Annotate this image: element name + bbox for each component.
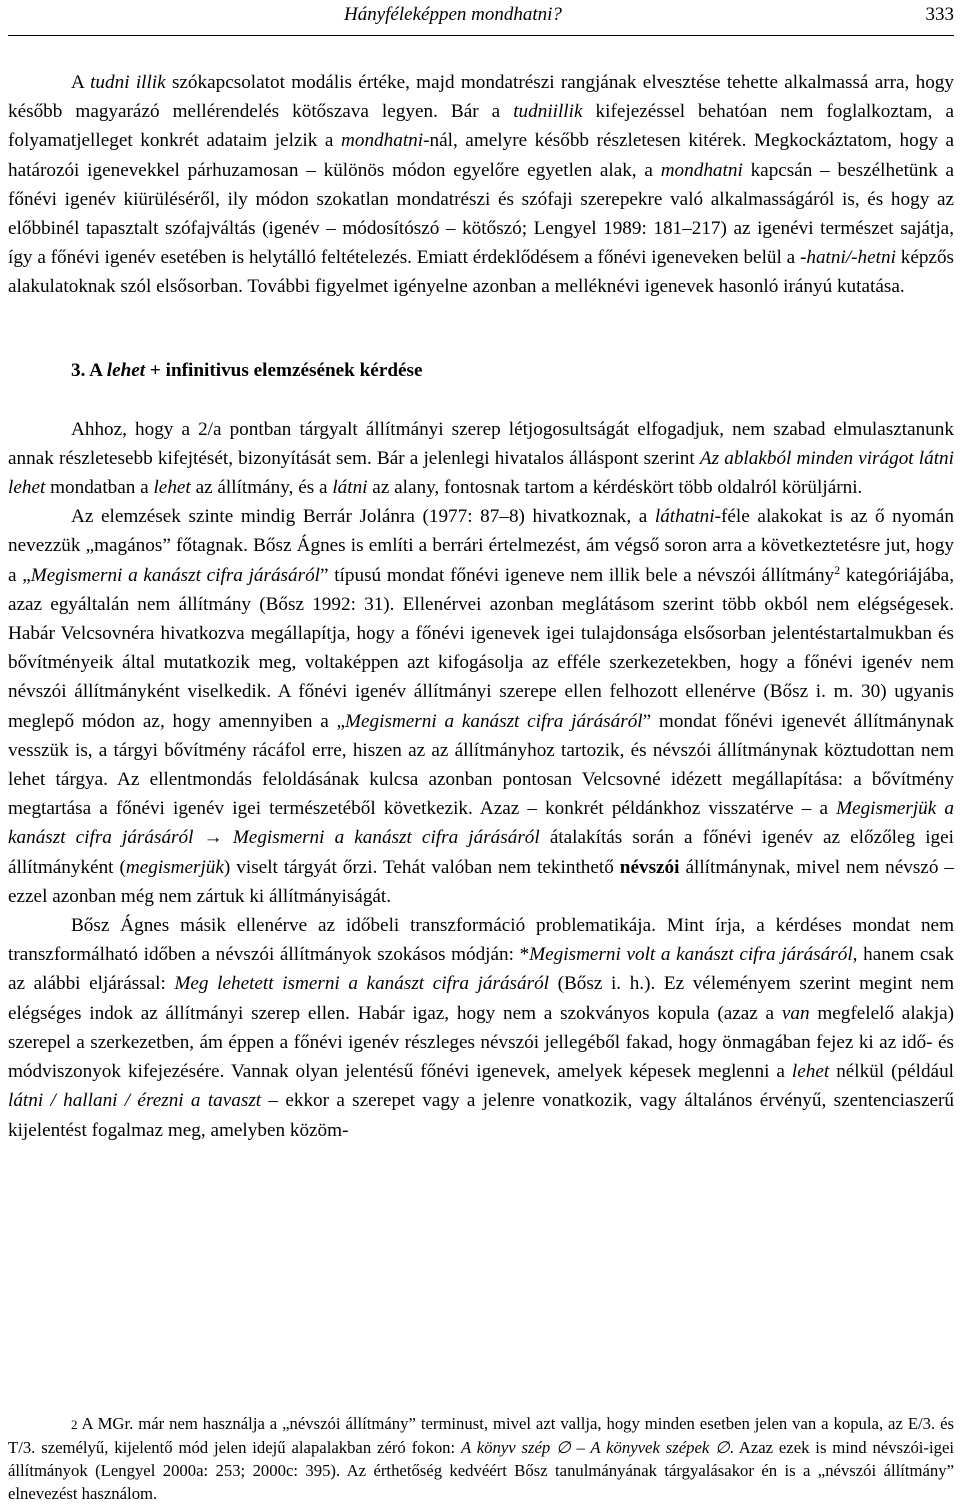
text-run: van <box>781 1002 810 1024</box>
text-run: – ekkor a szerepet vagy a jelenre vonatkozik, vagy általános érvényű, szentenciaszerű kijelentést fogalmaz meg, amelyben közöm- <box>8 1090 954 1141</box>
text-run: az állítmány, és a <box>190 477 333 499</box>
paragraph-2 <box>8 415 954 503</box>
header-rule <box>8 35 954 36</box>
footnote <box>8 1412 954 1505</box>
text-run: . Azaz ezek is mind névszói-igei állítmányok (Lengyel 2000a: 253; 2000c: 395). Az érthetőség kedvéért Bősz tanulmányának tárgyalásakor én is a „névszói állítmány” elnevezést használom. <box>8 1438 955 1503</box>
text-run: névszói <box>619 856 680 878</box>
text-run: -nál, amelyre később részletesen kitérek. Megkockáztatom, hogy a határozói igenevekkel párhuzamosan – különös módon egyelőre egyetlen alak, a <box>8 130 955 181</box>
text-run: ) viselt tárgyát őrzi. Tehát valóban nem tekinthető <box>223 856 620 878</box>
text-run: látni <box>332 477 368 499</box>
paragraph-4 <box>8 911 954 1145</box>
text-run: -féle alakokat is az ő nyomán nevezzük „magános” főtagnak. Bősz Ágnes is említi a berrári értelmezést, ám végső soron arra a következtetésre jut, hogy a „ <box>8 506 954 586</box>
text-run: képzős alakulatoknak szól elsősorban. További figyelmet igényelne azonban a melléknévi igenevek hasonló irányú kutatása. <box>8 247 955 298</box>
running-title: Hányféleképpen mondhatni? <box>344 4 562 25</box>
text-run: ” típusú mondat főnévi igeneve nem illik bele a névszói állítmány <box>320 564 835 586</box>
text-run: Megismerni volt a kanászt cifra járásáról <box>529 944 853 966</box>
text-run: A könyv szép ∅ – A könyvek szépek ∅ <box>461 1438 730 1457</box>
text-run: + infinitivus elemzésének kérdése <box>145 359 423 381</box>
text-run: Az elemzések szinte mindig Berrár Jolánra (1977: 87–8) hivatkoznak, a <box>71 506 655 528</box>
section-heading <box>71 357 954 385</box>
text-run: mondhatni <box>341 130 424 152</box>
running-header <box>8 0 954 38</box>
text-run: -hatni/-hetni <box>799 247 896 269</box>
text-run: (Bősz i. h.). Ez véleményem szerint megint nem elégséges indok az állítmányi szerep ellen. Habár igaz, hogy nem a szokványos kopula (azaz a <box>8 973 954 1024</box>
paragraph-3 <box>8 502 954 911</box>
text-run: mondatban a <box>45 477 154 499</box>
page-number: 333 <box>925 4 954 25</box>
page <box>8 0 955 1503</box>
text-run: kapcsán – beszélhetünk a főnévi igenév kiürüléséről, ily módon szokatlan mondatrészi és szófaji szerepekre való alkalmasságáról is, és hogy az előbbinél tapasztalt szófajváltás (igenév – módosítószó – kötőszó; Lengyel 1989: 181–217) az igenévi természet sajátja, így a főnévi igenév esetében is helytálló feltételezés. Emiatt érdeklődésem a főnévi igeneveken belül a <box>8 159 954 269</box>
text-run: tudniillik <box>513 101 583 123</box>
text-run: lehet <box>791 1061 830 1083</box>
text-run: Az ablakból minden virágot látni lehet <box>8 447 954 499</box>
text-run: láthatni <box>654 506 715 528</box>
text-run: A MGr. már nem használja a „névszói állítmány” terminust, mivel azt vallja, hogy minden esetben jelen van a kopula, az E/3. és T/3. személyű, kijelentő mód jelen idejű alapalakban zéró fokon: <box>8 1414 954 1457</box>
text-run: állítmánynak, mivel nem névszó – ezzel azonban még nem zártuk ki állítmányiságát. <box>8 856 954 907</box>
text-run: lehet <box>153 477 191 499</box>
text-run: Megismerjük a kanászt cifra járásáról → Megismerni a kanászt cifra járásáról <box>8 798 954 849</box>
footnote-reference: 2 <box>834 562 841 577</box>
paragraph-1 <box>8 68 954 302</box>
text-run: tudni illik <box>90 72 166 93</box>
text-run: Bősz Ágnes másik ellenérve az időbeli transzformáció problematikája. Mint írja, a kérdéses mondat nem transzformálható időben a névszói állítmányok szokásos módján: * <box>8 915 954 966</box>
text-run: megismerjük <box>125 856 224 878</box>
text-run: Megismerni a kanászt cifra járásáról <box>345 710 643 732</box>
text-run: az alany, fontosnak tartom a kérdéskört több oldalról körüljárni. <box>367 477 863 499</box>
text-run: mondhatni <box>660 159 743 181</box>
footnote-number: 2 <box>71 1417 78 1432</box>
text-run: , hanem csak az alábbi eljárással: <box>8 944 954 995</box>
text-run: megfelelő alakja) szerepel a szerkezetben, ám éppen a főnévi igenév részleges névszói jellegéből fakad, hogy önmagában fejez ki az idő- és módviszonyok kifejezésére. Vannak olyan jelentésű főnévi igenevek, amelyek képesek meglenni a <box>8 1002 954 1083</box>
text-run: szókapcsolatot modális értéke, majd mondatrészi rangjának elvesztése tehette alkalmassá arra, hogy később magyarázó mellérendelés kötőszava legyen. Bár a <box>8 72 954 123</box>
text-run: Ahhoz, hogy a 2/a pontban tárgyalt állítmányi szerep létjogosultságát elfogadjuk, nem szabad elmulasztanunk annak részletesebb kifejtését, bizonyítását sem. Bár a jelenlegi hivatalos álláspont szerint <box>8 418 954 469</box>
text-run: kategóriájába, azaz egyáltalán nem állítmány (Bősz 1992: 31). Ellenérvei azonban meglátásom szerint több okból nem elégségesek. Habár Velcsovnéra hivatkozva megállapítja, hogy a főnévi igenevek igei tulajdonsága elsősorban jelentéstartalmukban és bővítményeik által mutatkozik meg, voltaképpen azt kifogásolja az efféle szerkezetekben, hogy a főnévi igenév nem névszói állítmányként viselkedik. A főnévi igenév állítmányi szerepe ellen felhozott ellenérve (Bősz i. m. 30) ugyanis meglepő módon az, hogy amennyiben a „ <box>8 564 954 732</box>
text-run: lehet <box>106 359 146 381</box>
text-run: Meg lehetett ismerni a kanászt cifra járásáról <box>174 973 549 995</box>
text-run: ” mondat főnévi igenevét állítmánynak vesszük is, a tárgyi bővítmény rácáfol erre, hiszen az az állítmányhoz tartozik, és névszói állítmánynak köztudottan nem lehet tárgya. Az ellentmondás feloldásának kulcsa azonban pontosan Velcsovné idézett megállapítása: a bővítmény megtartása a főnévi igenév igei természetéből következik. Azaz – konkrét példánkhoz visszatérve – a <box>8 710 954 820</box>
text-run: 3. A <box>71 359 107 381</box>
text-run: Megismerni a kanászt cifra járásáról <box>30 564 321 586</box>
text-run: látni / hallani / érezni a tavaszt <box>8 1090 262 1112</box>
text-run: nélkül (például <box>829 1061 954 1083</box>
text-run: kifejezéssel behatóan nem foglalkoztam, a folyamatjelleget konkrét adataim jelzik a <box>8 101 955 152</box>
text-run: átalakítás során a főnévi igenév az előzőleg igei állítmányként ( <box>8 827 954 878</box>
text-run: A <box>71 72 91 93</box>
